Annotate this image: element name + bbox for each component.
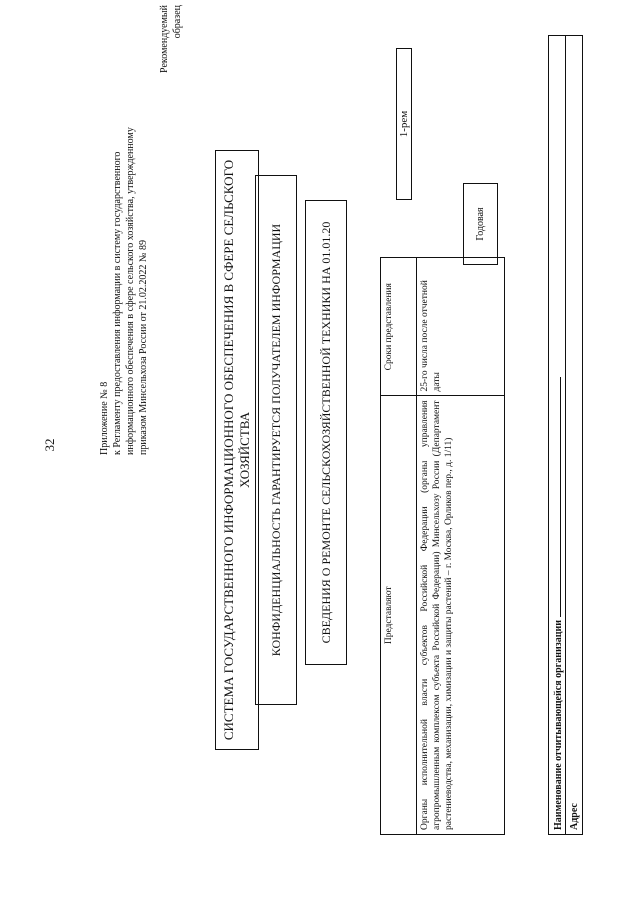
appendix-line-3: информационного обеспечения в сфере сельского хозяйства, утвержденному (125, 127, 136, 455)
confidentiality-text: КОНФИДЕНЦИАЛЬНОСТЬ ГАРАНТИРУЕТСЯ ПОЛУЧАТЕЛЕМ ИНФОРМАЦИИ (268, 223, 283, 657)
recommended-sample-note (158, 5, 184, 105)
header-submitters: Представляют (381, 396, 417, 835)
period-box (463, 183, 498, 265)
period-label: Годовая (475, 207, 486, 241)
organization-table (548, 35, 583, 835)
submission-header-row (381, 258, 417, 835)
organization-name-row (549, 36, 566, 835)
report-title: СВЕДЕНИЯ О РЕМОНТЕ СЕЛЬСКОХОЗЯЙСТВЕННОЙ ТЕХНИКИ НА 01.01.20 (318, 221, 333, 644)
submission-table (380, 257, 505, 835)
organization-name-field[interactable] (551, 377, 561, 617)
header-deadlines: Сроки представления (381, 258, 417, 396)
confidentiality-box (255, 175, 297, 705)
organization-name-label: Наименование отчитывающейся организации (552, 619, 564, 830)
form-code: 1-рем (398, 110, 410, 138)
appendix-line-2: к Регламенту предоставления информации в систему государственного (112, 151, 123, 455)
address-cell (566, 36, 583, 835)
form-code-box (396, 48, 412, 200)
address-row (566, 36, 583, 835)
recommended-line-2: образец (172, 5, 183, 39)
recommended-line-1: Рекомендуемый (159, 5, 170, 73)
submission-row (417, 258, 505, 835)
page-number: 32 (42, 438, 57, 452)
appendix-note (98, 15, 150, 455)
submitters-cell: Органы исполнительной власти субъектов Российской Федерации (органы управления агропромышленным комплексом субъекта Российской Федерации) Минсельхозу России (Департамент растениеводства, механизации, химизации и защиты растений – г. Москва, Орликов пер., д. 1/11) (417, 396, 505, 835)
appendix-line-1: Приложение № 8 (99, 381, 110, 455)
appendix-line-4: приказом Минсельхоза России от 21.02.2022 № 89 (138, 240, 149, 455)
deadline-cell: 25-го числа после отчетной даты (417, 258, 505, 396)
address-label: Адрес (568, 803, 580, 830)
report-title-box (305, 200, 347, 665)
system-title: СИСТЕМА ГОСУДАРСТВЕННОГО ИНФОРМАЦИОННОГО ОБЕСПЕЧЕНИЯ В СФЕРЕ СЕЛЬСКОГО ХОЗЯЙСТВА (221, 159, 252, 741)
organization-name-cell (549, 36, 566, 835)
system-title-box (215, 150, 259, 750)
